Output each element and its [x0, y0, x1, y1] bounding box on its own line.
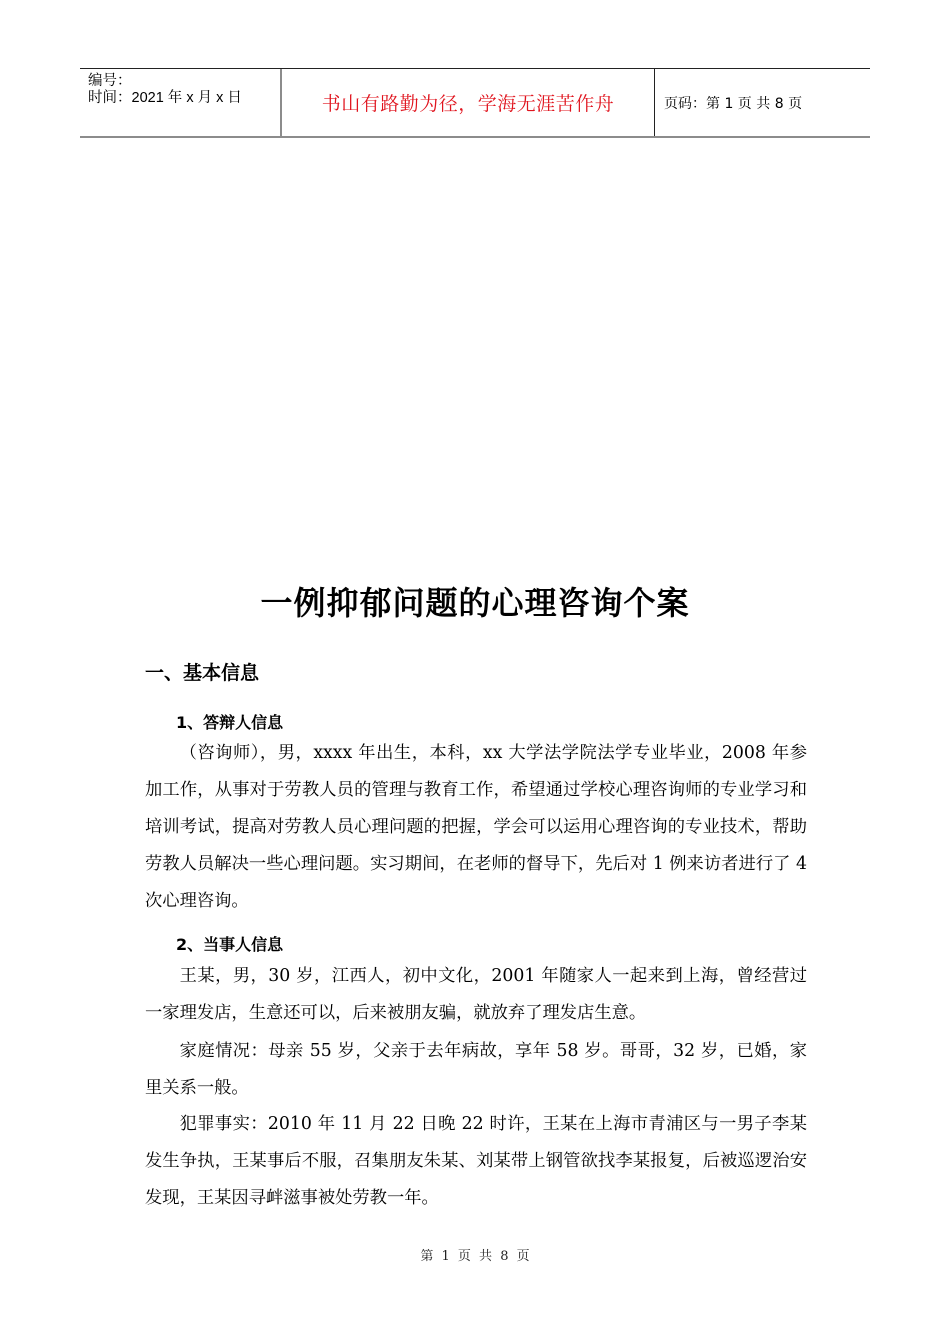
header-page-info: 页码：第 1 页 共 8 页 — [664, 95, 803, 112]
header-divider — [654, 69, 655, 136]
subsection-heading-respondent: 1、答辩人信息 — [176, 713, 284, 732]
header-table — [80, 68, 870, 138]
paragraph-respondent-info: （咨询师），男，xxxx 年出生，本科，xx 大学法学院法学专业毕业，2008 年参加工作，从事对于劳教人员的管理与教育工作，希望通过学校心理咨询师的专业学习和培训考试，提高对劳教人员心理问题的把握，学会可以运用心理咨询的专业技术，帮助劳教人员解决一些心理问题。实习期间，在老师的督导下，先后对 1 例来访者进行了 4 次心理咨询。 — [145, 743, 807, 911]
header-meta-cell — [88, 73, 278, 107]
paragraph-client-info: 王某，男，30 岁，江西人，初中文化，2001 年随家人一起来到上海，曾经营过一家理发店，生意还可以，后来被朋友骗，就放弃了理发店生意。 — [145, 966, 807, 1023]
section-heading-basic-info: 一、基本信息 — [145, 662, 260, 684]
date-label: 时间：2021 年 x 月 x 日 — [88, 90, 242, 106]
paragraph-family-info: 家庭情况：母亲 55 岁，父亲于去年病故，享年 58 岁。哥哥，32 岁，已婚，家里关系一般。 — [145, 1041, 807, 1098]
page-footer: 第 1 页 共 8 页 — [420, 1249, 530, 1264]
subsection-heading-client: 2、当事人信息 — [176, 935, 284, 954]
document-title: 一例抑郁问题的心理咨询个案 — [260, 584, 690, 622]
number-label: 编号： — [88, 73, 132, 89]
paragraph-offense-facts: 犯罪事实：2010 年 11 月 22 日晚 22 时许，王某在上海市青浦区与一男子李某发生争执，王某事后不服，召集朋友朱某、刘某带上钢管欲找李某报复，后被巡逻治安发现，王某因寻衅滋事被处劳教一年。 — [145, 1114, 807, 1208]
header-motto: 书山有路勤为径，学海无涯苦作舟 — [321, 93, 615, 115]
